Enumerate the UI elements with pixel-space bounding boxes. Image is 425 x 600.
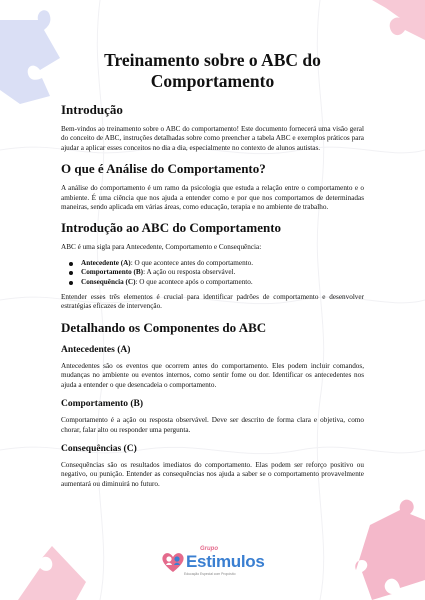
list-item xyxy=(81,268,364,277)
list-item-desc: : A ação ou resposta observável. xyxy=(143,268,236,277)
puzzle-piece-bottom-left xyxy=(18,546,86,600)
document-page xyxy=(61,50,364,495)
consequencias-paragraph: Consequências são os resultados imediatos do comportamento. Elas podem ser reforço positivo ou negativo, ou punição. Entender as consequências nos ajuda a saber se o comportamento provavelmente aumentará ou diminuirá no futuro. xyxy=(61,460,364,488)
abc-list xyxy=(61,259,364,287)
comportamento-heading: Comportamento (B) xyxy=(61,399,144,410)
detalhando-heading: Detalhando os Componentes do ABC xyxy=(61,319,267,335)
heart-people-icon xyxy=(160,550,186,574)
list-item-desc: : O que acontece antes do comportamento. xyxy=(130,258,254,267)
puzzle-piece-bottom-right xyxy=(355,500,425,600)
abc-closing: Entender esses três elementos é crucial para identificar padrões de comportamento e desenvolver estratégias eficazes de intervenção. xyxy=(61,293,364,311)
logo-main-text: Estimulos xyxy=(186,552,265,571)
intro-heading: Introdução xyxy=(61,102,123,117)
comportamento-paragraph: Comportamento é a ação ou resposta observável. Deve ser descrito de forma clara e objetiva, como chorar, falar alto ou responder uma pergunta. xyxy=(61,416,364,434)
antecedentes-paragraph: Antecedentes são os eventos que ocorrem antes do comportamento. Eles podem incluir comandos, mudanças no ambiente ou eventos internos, como sentir fome ou dor. Identificar os antecedentes nos ajuda a entender o que desencadeia o comportamento. xyxy=(61,361,364,389)
intro-paragraph: Bem-vindos ao treinamento sobre o ABC do comportamento! Este documento fornecerá uma visão geral do conceito de ABC, instruções detalhadas sobre como preencher a tabela ABC e exemplos práticos para ajudar a aplicar esses conceitos no dia a dia, especialmente no contexto de alunos autistas. xyxy=(61,125,364,152)
list-item-term: Antecedente (A) xyxy=(81,258,131,267)
list-item-desc: : O que acontece após o comportamento. xyxy=(135,277,253,286)
abc-heading: Introdução ao ABC do Comportamento xyxy=(61,220,282,236)
puzzle-piece-top-right xyxy=(372,0,425,40)
consequencias-heading: Consequências (C) xyxy=(61,443,137,454)
logo-tagline: Educação Especial com Propósito xyxy=(184,572,236,576)
list-item xyxy=(81,259,364,268)
logo-small-text: Grupo xyxy=(200,546,218,552)
document-title: Treinamento sobre o ABC do Comportamento xyxy=(104,50,321,91)
list-item-term: Consequência (C) xyxy=(81,277,136,286)
analise-paragraph: A análise do comportamento é um ramo da psicologia que estuda a relação entre o comportamento e o ambiente. É uma ciência que nos ajuda a entender como e por que nos comportamos de determinadas maneiras, sendo aplicada em várias áreas, como educação, terapia e no ambiente de trabalho. xyxy=(61,184,364,212)
list-item-term: Comportamento (B) xyxy=(81,268,144,277)
grupo-estimulos-logo xyxy=(160,546,270,590)
antecedentes-heading: Antecedentes (A) xyxy=(61,344,131,355)
abc-lead: ABC é uma sigla para Antecedente, Comportamento e Consequência: xyxy=(61,243,262,252)
list-item xyxy=(81,278,364,287)
puzzle-piece-top-left xyxy=(0,10,60,104)
analise-heading: O que é Análise do Comportamento? xyxy=(61,161,266,177)
